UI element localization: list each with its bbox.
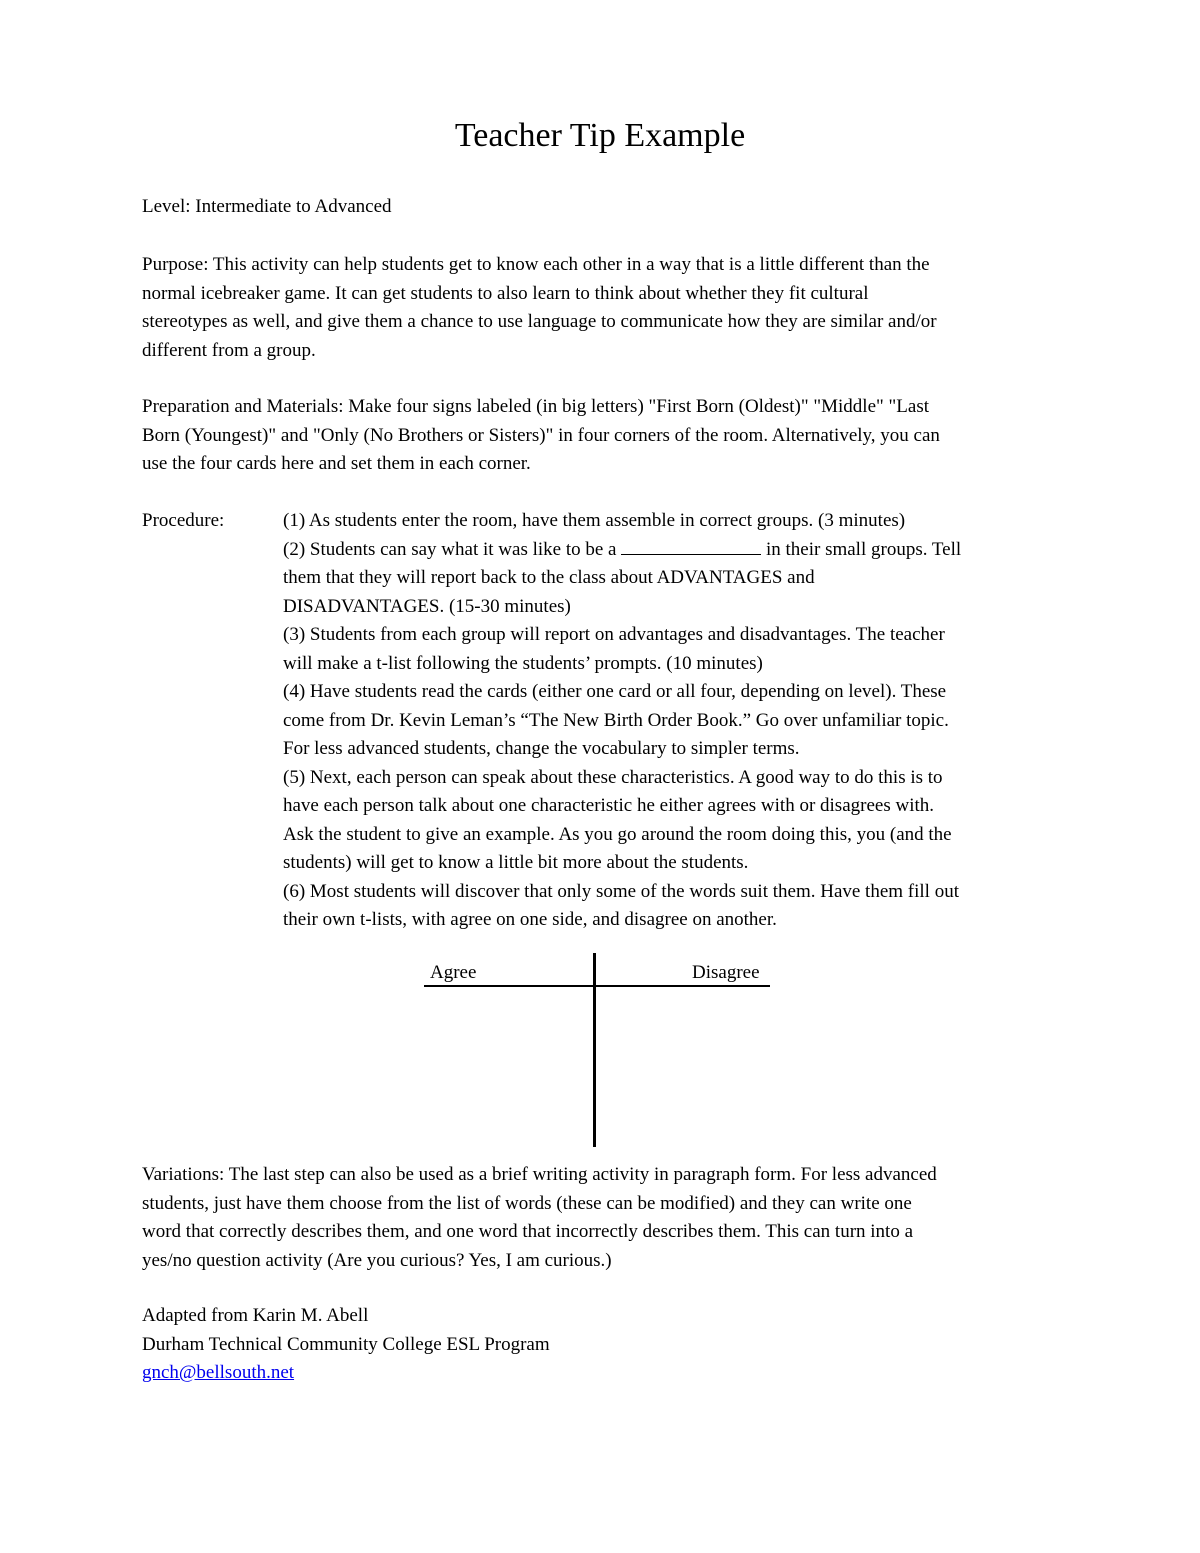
variations-paragraph xyxy=(142,1161,1072,1275)
credit-block xyxy=(142,1302,550,1388)
purpose-line: Purpose: This activity can help students get to know each other in a way that is a little different than the xyxy=(142,254,930,275)
page-title: Teacher Tip Example xyxy=(454,117,746,154)
step-2-text-after: in their small groups. Tell xyxy=(761,538,962,560)
procedure-label: Procedure: xyxy=(142,510,225,531)
level-text: Level: Intermediate to Advanced xyxy=(142,196,392,217)
procedure-line: students) will get to know a little bit more about the students. xyxy=(283,852,749,873)
fill-in-blank xyxy=(621,536,761,555)
preparation-line: Born (Youngest)" and "Only (No Brothers or Sisters)" in four corners of the room. Alternatively, you can xyxy=(142,424,940,446)
variations-line: Variations: The last step can also be used as a brief writing activity in paragraph form. For less advanced xyxy=(142,1164,937,1185)
variations-line: yes/no question activity (Are you curious? Yes, I am curious.) xyxy=(142,1249,612,1271)
procedure-line: Ask the student to give an example. As you go around the room doing this, you (and the xyxy=(283,823,952,845)
preparation-paragraph xyxy=(142,393,1072,479)
procedure-line: DISADVANTAGES. (15-30 minutes) xyxy=(283,595,571,617)
procedure-line: come from Dr. Kevin Leman’s “The New Birth Order Book.” Go over unfamiliar topic. xyxy=(283,709,949,731)
procedure-line: them that they will report back to the class about ADVANTAGES and xyxy=(283,567,815,588)
purpose-line: different from a group. xyxy=(142,339,316,361)
step-2-text-before: (2) Students can say what it was like to be a xyxy=(283,538,622,560)
t-chart-vertical-line xyxy=(593,953,596,1147)
procedure-line: (3) Students from each group will report on advantages and disadvantages. The teacher xyxy=(283,624,945,645)
procedure-steps xyxy=(283,507,1073,935)
procedure-line: (5) Next, each person can speak about these characteristics. A good way to do this is to xyxy=(283,766,943,788)
preparation-line: Preparation and Materials: Make four signs labeled (in big letters) "First Born (Oldest)" "Middle" "Last xyxy=(142,396,929,417)
t-chart-agree-header: Agree xyxy=(430,962,477,983)
procedure-line: For less advanced students, change the vocabulary to simpler terms. xyxy=(283,738,800,759)
purpose-line: normal icebreaker game. It can get students to also learn to think about whether they fit cultural xyxy=(142,282,869,304)
variations-line: students, just have them choose from the list of words (these can be modified) and they can write one xyxy=(142,1192,912,1214)
procedure-step-1: (1) As students enter the room, have them assemble in correct groups. (3 minutes) xyxy=(283,510,906,531)
email-link[interactable]: gnch@bellsouth.net xyxy=(142,1362,295,1383)
procedure-line: will make a t-list following the students’ prompts. (10 minutes) xyxy=(283,652,763,674)
program-name: Durham Technical Community College ESL Program xyxy=(142,1333,550,1355)
level-line xyxy=(142,193,1072,222)
adapted-from: Adapted from Karin M. Abell xyxy=(142,1305,369,1326)
procedure-step-2 xyxy=(283,536,1073,565)
purpose-paragraph xyxy=(142,251,1072,365)
purpose-line: stereotypes as well, and give them a chance to use language to communicate how they are similar and/or xyxy=(142,311,937,332)
email-line xyxy=(142,1359,550,1388)
procedure-line: have each person talk about one characteristic he either agrees with or disagrees with. xyxy=(283,795,935,816)
procedure-line: (4) Have students read the cards (either one card or all four, depending on level). These xyxy=(283,681,947,702)
procedure-line: their own t-lists, with agree on one side, and disagree on another. xyxy=(283,909,777,930)
t-chart-horizontal-line xyxy=(424,985,770,987)
t-chart xyxy=(424,953,770,1147)
variations-line: word that correctly describes them, and one word that incorrectly describes them. This can turn into a xyxy=(142,1221,914,1242)
t-chart-disagree-header: Disagree xyxy=(692,962,760,983)
preparation-line: use the four cards here and set them in each corner. xyxy=(142,453,531,474)
procedure-line: (6) Most students will discover that only some of the words suit them. Have them fill out xyxy=(283,880,959,902)
